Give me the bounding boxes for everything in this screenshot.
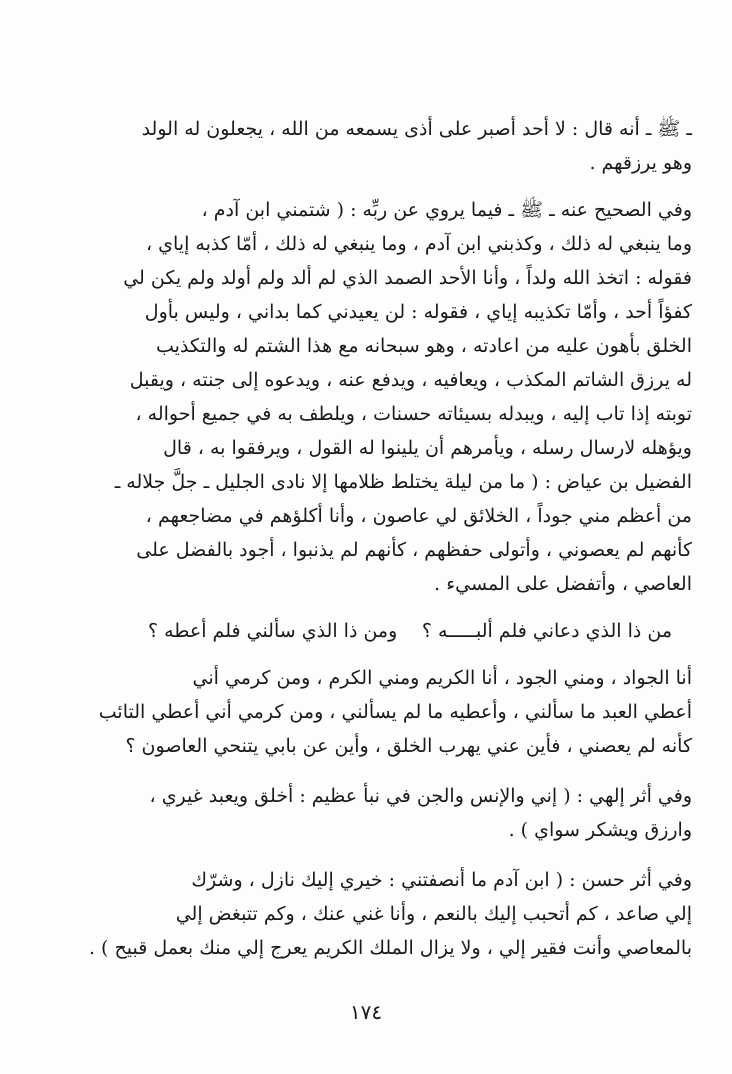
text-line: وفي أثر إلهي : ( إني والإنس والجن في نبأ عظيم : أخلق ويعبد غيري ،: [149, 785, 692, 807]
text-line: أعطي العبد ما سألني ، وأعطيه ما لم يسألني ، ومن كرمي أني أعطي التائب: [98, 701, 692, 723]
text-line: الفضيل بن عياض : ( ما من ليلة يختلط ظلامها إلا نادى الجليل ـ جلَّ جلاله ـ: [114, 471, 692, 493]
page-number: ١٧٤: [349, 1000, 383, 1024]
text-line: من أعظم مني جوداً ، الخلائق لي عاصون ، وأنا أكلؤهم في مضاجعهم ،: [145, 505, 692, 527]
text-line: وفي الصحيح عنه ـ ﷺ ـ فيما يروي عن ربِّه : ( شتمني ابن آدم ،: [201, 199, 692, 221]
paragraph-generosity: [40, 661, 692, 763]
verse-first-hemistich: من ذا الذي دعاني فلم ألبـــــه ؟: [421, 620, 672, 642]
text-line: كفؤاً أحد ، وأمّا تكذيبه إياي ، فقوله : لن يعيدني كما بداني ، وليس بأول: [144, 301, 692, 323]
poetry-verse: [40, 614, 692, 648]
text-line: وفي أثر حسن : ( ابن آدم ما أنصفتني : خيري إليك نازل ، وشرّك: [191, 869, 692, 891]
verse-second-hemistich: ومن ذا الذي سألني فلم أعطه ؟: [148, 620, 398, 642]
text-line: الخلق بأهون عليه من اعادته ، وهو سبحانه مع هذا الشتم له والتكذيب: [156, 335, 692, 357]
text-line: ويؤهله لارسال رسله ، ويأمرهم أن يلينوا له القول ، ويرفقوا به ، قال: [163, 437, 692, 459]
text-line: كأنه لم يعصني ، فأين عني يهرب الخلق ، وأين عن بابي يتنحي العاصون ؟: [125, 735, 692, 757]
paragraph-good-narration: [40, 863, 692, 965]
text-line: كأنهم لم يعصوني ، وأتولى حفظهم ، كأنهم لم يذنبوا ، أجود بالفضل على: [136, 539, 692, 561]
text-line: إلي صاعد ، كم أتحبب إليك بالنعم ، وأنا غني عنك ، وكم تتبغض إلي: [175, 903, 692, 925]
text-line: وما ينبغي له ذلك ، وكذبني ابن آدم ، وما ينبغي له ذلك ، أمّا كذبه إياي ،: [145, 233, 692, 255]
text-line: توبته إذا تاب إليه ، ويبدله بسيئاته حسنات ، ويلطف به في جميع أحواله ،: [135, 403, 692, 425]
text-line: ـ ﷺ ـ أنه قال : لا أحد أصبر على أذى يسمعه من الله ، يجعلون له الولد: [141, 118, 692, 140]
text-line: العاصي ، وأتفضل على المسيء .: [434, 573, 692, 595]
paragraph-sahih-hadith: [40, 193, 692, 601]
paragraph-divine-narration: [40, 779, 692, 847]
text-line: بالمعاصي وأنت فقير إلي ، ولا يزال الملك الكريم يعرج إلي منك بعمل قبيح ) .: [88, 937, 692, 959]
paragraph-hadith-intro: [40, 112, 692, 180]
text-line: وارزق ويشكر سواي ) .: [508, 819, 692, 841]
text-line: أنا الجواد ، ومني الجود ، أنا الكريم ومني الكرم ، ومن كرمي أني: [192, 667, 692, 689]
text-line: فقوله : اتخذ الله ولداً ، وأنا الأحد الصمد الذي لم ألد ولم أولد ولم يكن لي: [123, 267, 692, 289]
text-line: له يرزق الشاتم المكذب ، ويعافيه ، ويدفع عنه ، ويدعوه إلى جنته ، ويقبل: [129, 369, 692, 391]
text-line: وهو يرزقهم .: [589, 152, 692, 174]
